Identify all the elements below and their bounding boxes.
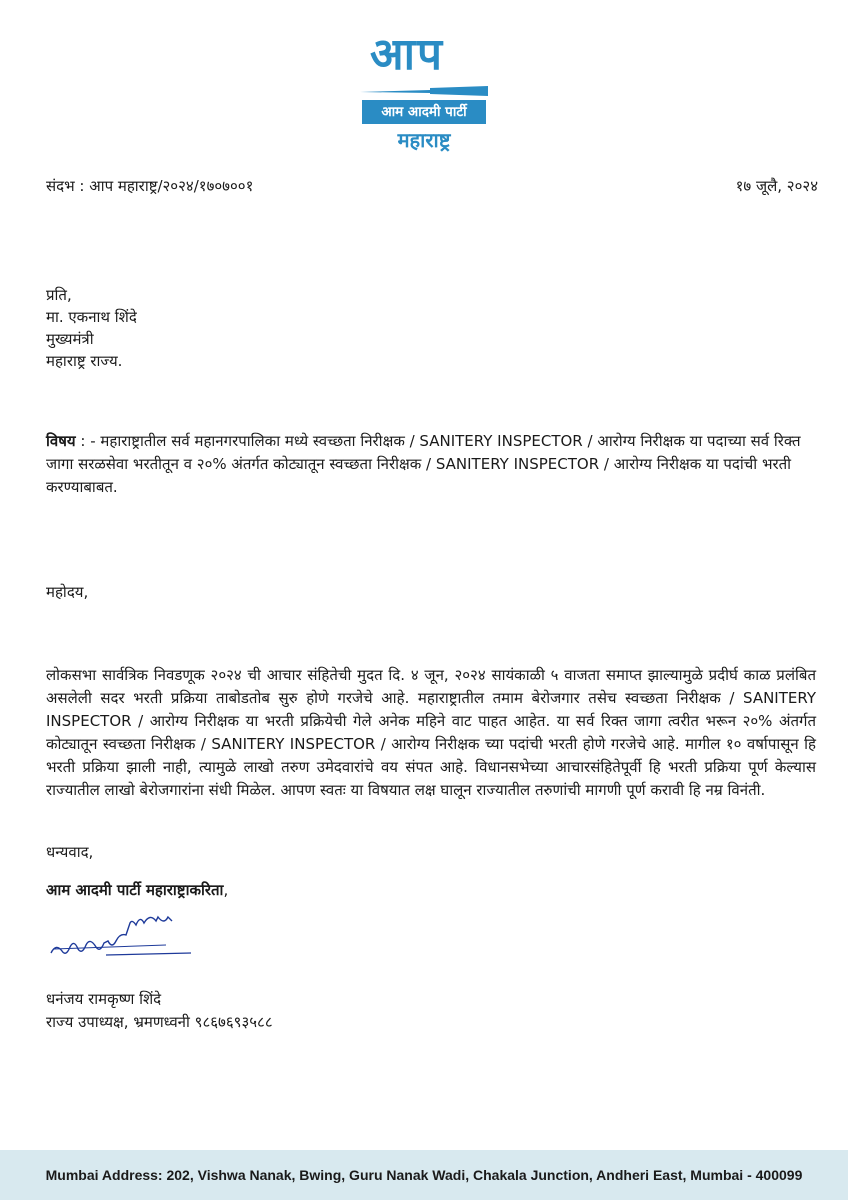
recipient-designation: मुख्यमंत्री [46, 330, 94, 348]
on-behalf-suffix: , [223, 881, 229, 899]
recipient-place: महाराष्ट्र राज्य. [46, 352, 123, 370]
logo-band: आम आदमी पार्टी [362, 100, 486, 124]
recipient-block [46, 284, 137, 372]
subject-text: : - महाराष्ट्रातील सर्व महानगरपालिका मध्ये स्वच्छता निरीक्षक / SANITERY INSPECTOR / आरोग्य निरीक्षक या पदाच्या सर्व रिक्त जागा सरळसेवा भरतीतून व २०% अंतर्गत कोट्यातून स्वच्छता निरीक्षक / SANITERY INSPECTOR / आरोग्य निरीक्षक या पदांची भरती करण्याबाबत. [46, 432, 801, 496]
on-behalf-line [46, 880, 228, 900]
subject-line [46, 430, 816, 499]
logo-brand-text: आप [370, 29, 444, 80]
signer-title: राज्य उपाध्यक्ष, भ्रमणध्वनी ९८६७६९३५८८ [46, 1013, 273, 1031]
signature-image [46, 905, 196, 975]
letter-body: लोकसभा सार्वत्रिक निवडणूक २०२४ ची आचार संहितेची मुदत दि. ४ जून, २०२४ सायंकाळी ५ वाजता समाप्त झाल्यामुळे प्रदीर्घ काळ प्रलंबित असलेली सदर भरती प्रक्रिया ताबोडतोब सुरु होणे गरजेचे आहे. महाराष्ट्रातील तमाम बेरोजगार तसेच स्वच्छता निरीक्षक / SANITERY INSPECTOR / आरोग्य निरीक्षक या भरती प्रक्रियेची गेले अनेक महिने वाट पाहत आहेत. या सर्व रिक्त जागा त्वरीत भरून २०% अंतर्गत कोट्यातून स्वच्छता निरीक्षक / SANITERY INSPECTOR / आरोग्य निरीक्षक च्या पदांची भरती होणे गरजेचे आहे. मागील १० वर्षापासून हि भरती प्रक्रिया झाली नाही, त्यामुळे लाखो तरुण उमेदवारांचे वय संपत आहे. विधानसभेच्या आचारसंहितेपूर्वी हि भरती प्रक्रिया पूर्ण केल्यास राज्यातील लाखो बेरोजगारांना संधी मिळेल. आपण स्वतः या विषयात लक्ष घालून राज्यातील तरुणांची मागणी पूर्ण करावी हि नम्र विनंती. [46, 666, 816, 799]
footer-address: Mumbai Address: 202, Vishwa Nanak, Bwing, Guru Nanak Wadi, Chakala Junction, Andheri East, Mumbai - 400099 [0, 1150, 848, 1200]
party-logo [348, 22, 500, 152]
broom-icon [360, 86, 488, 96]
signer-name: धनंजय रामकृष्ण शिंदे [46, 990, 162, 1008]
logo-state: महाराष्ट्र [397, 128, 451, 152]
recipient-name: मा. एकनाथ शिंदे [46, 308, 137, 326]
salutation: महोदय, [46, 583, 89, 601]
thanks: धन्यवाद, [46, 843, 94, 861]
reference-number: संदभ : आप महाराष्ट्र/२०२४/१७०७००१ [46, 177, 254, 195]
letter-date: १७ जूलै, २०२४ [735, 177, 818, 195]
subject-label: विषय [46, 432, 76, 450]
recipient-to: प्रति, [46, 286, 72, 304]
on-behalf-text: आम आदमी पार्टी महाराष्ट्राकरिता [46, 881, 224, 899]
